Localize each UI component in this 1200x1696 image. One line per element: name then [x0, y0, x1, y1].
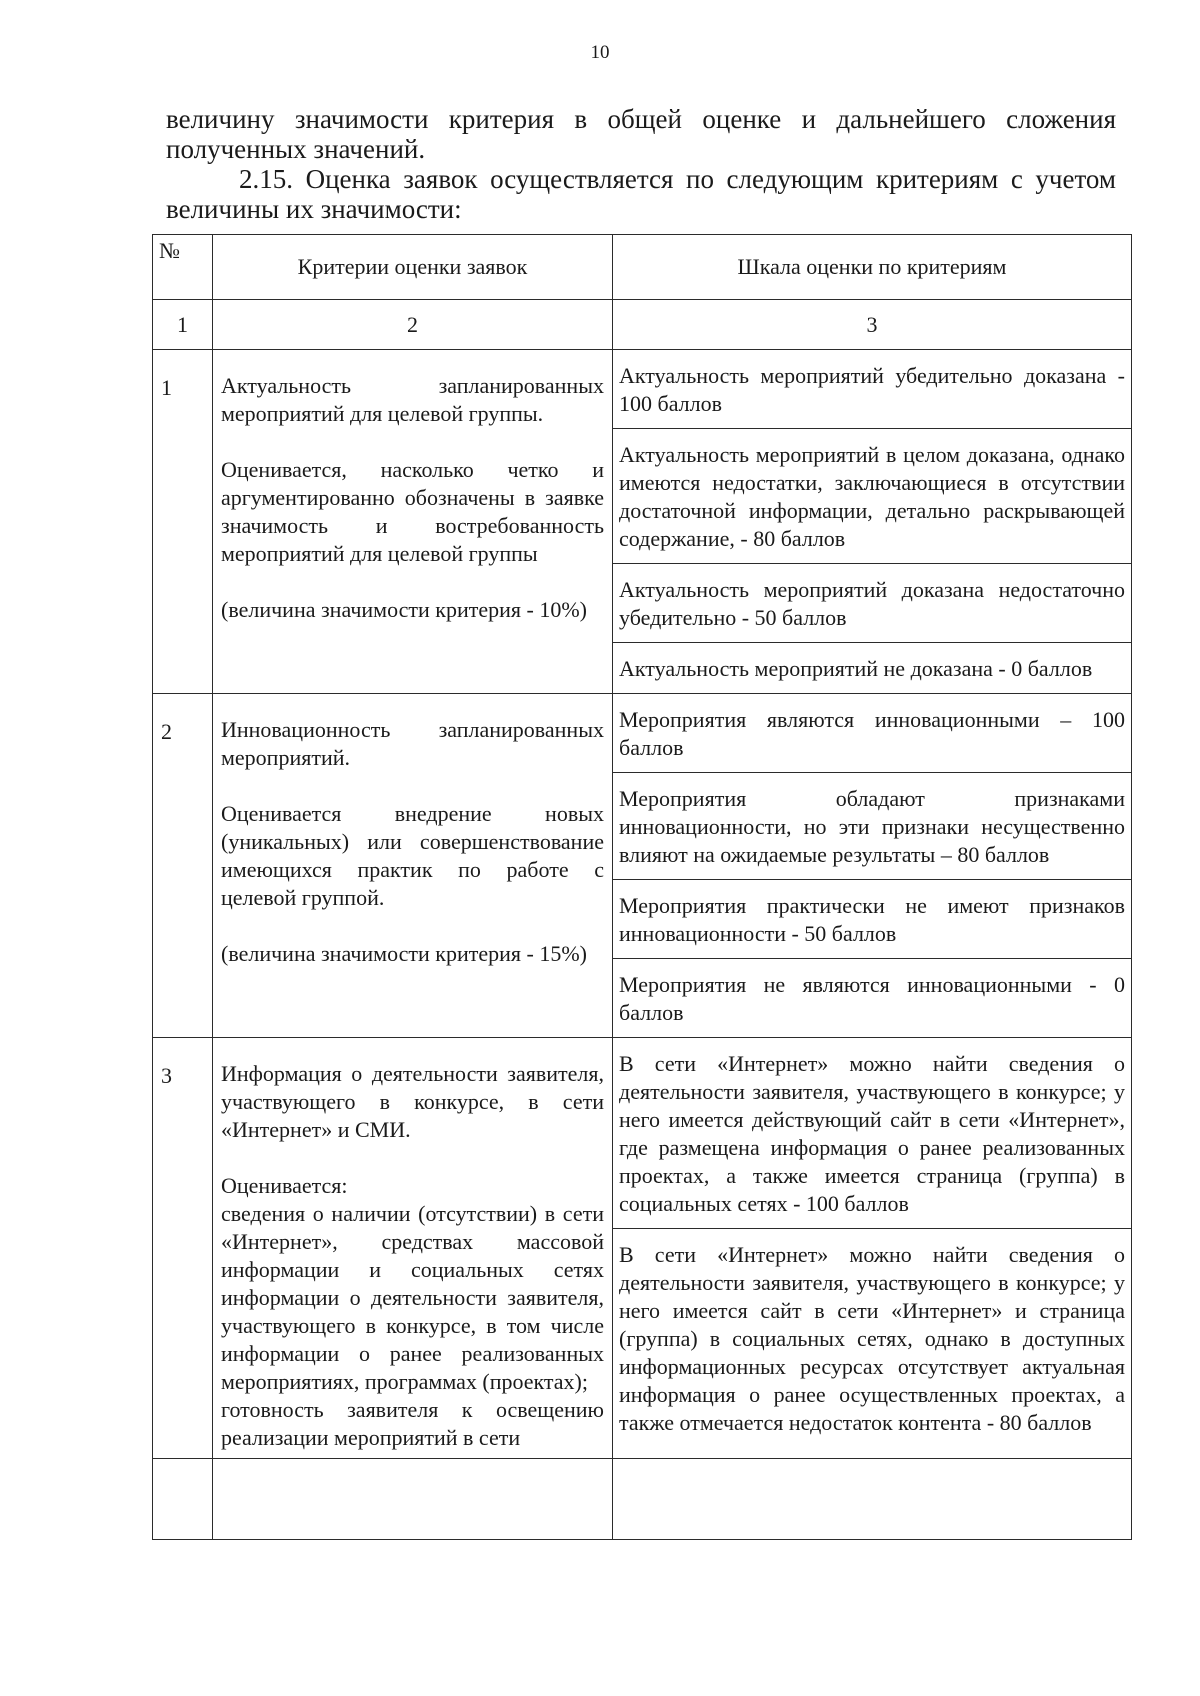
header-criteria: Критерии оценки заявок	[213, 235, 613, 300]
intro-paragraph-2: 2.15. Оценка заявок осуществляется по следующим критериям с учетом величины их значимости:	[166, 164, 1116, 224]
scale-cell	[613, 1038, 1132, 1459]
criterion-description-2: готовность заявителя к освещению реализации мероприятий в сети	[221, 1397, 604, 1450]
scale-cell	[613, 350, 1132, 694]
scale-item: Мероприятия являются инновационными – 100 баллов	[613, 694, 1131, 773]
continuation-cell	[613, 1459, 1132, 1540]
header-scale: Шкала оценки по критериям	[613, 235, 1132, 300]
scale-item: Мероприятия практически не имеют признаков инновационности - 50 баллов	[613, 880, 1131, 959]
criterion-description: Оценивается, насколько четко и аргументированно обозначены в заявке значимость и востребованность мероприятий для целевой группы	[221, 457, 604, 566]
scale-item: Актуальность мероприятий не доказана - 0 баллов	[619, 656, 1093, 681]
table-header-row	[153, 235, 1132, 300]
criterion-title: Инновационность запланированных мероприятий.	[221, 717, 604, 770]
scale-item: Актуальность мероприятий убедительно доказана - 100 баллов	[613, 350, 1131, 429]
table-continuation-row	[153, 1459, 1132, 1540]
row-number: 3	[153, 1038, 213, 1459]
row-number: 1	[153, 350, 213, 694]
criterion-weight: (величина значимости критерия - 15%)	[221, 941, 587, 966]
criterion-description: сведения о наличии (отсутствии) в сети «Интернет», средствах массовой информации и социальных сетях информации о деятельности заявителя, участвующего в конкурсе, в том числе информации о ранее реализованных мероприятиях, программах (проектах);	[221, 1201, 604, 1394]
column-number-3: 3	[613, 300, 1132, 350]
header-number: №	[153, 235, 213, 300]
column-numbers-row	[153, 300, 1132, 350]
intro-paragraph-1: величину значимости критерия в общей оценке и дальнейшего сложения полученных значений.	[166, 104, 1116, 164]
table-row	[153, 694, 1132, 1038]
scale-item: В сети «Интернет» можно найти сведения о деятельности заявителя, участвующего в конкурсе; у него имеется действующий сайт в сети «Интернет», где размещена информация о ранее реализованных проектах, а также имеется страница (группа) в социальных сетях - 100 баллов	[613, 1038, 1131, 1229]
criterion-title: Актуальность запланированных мероприятий для целевой группы.	[221, 373, 604, 426]
table-row	[153, 1038, 1132, 1459]
scale-item: Актуальность мероприятий в целом доказана, однако имеются недостатки, заключающиеся в отсутствии достаточной информации, детально раскрывающей содержание, - 80 баллов	[613, 429, 1131, 564]
continuation-cell	[213, 1459, 613, 1540]
criterion-weight: (величина значимости критерия - 10%)	[221, 597, 587, 622]
scale-item: Актуальность мероприятий доказана недостаточно убедительно - 50 баллов	[613, 564, 1131, 643]
criterion-cell	[213, 1038, 613, 1459]
column-number-1: 1	[153, 300, 213, 350]
criterion-description: Оценивается внедрение новых (уникальных) или совершенствование имеющихся практик по работе с целевой группой.	[221, 801, 604, 910]
criterion-cell	[213, 694, 613, 1038]
scale-item: Мероприятия обладают признаками инновационности, но эти признаки несущественно влияют на ожидаемые результаты – 80 баллов	[613, 773, 1131, 880]
criterion-cell	[213, 350, 613, 694]
criterion-description-label: Оценивается:	[221, 1173, 348, 1198]
scale-item: В сети «Интернет» можно найти сведения о деятельности заявителя, участвующего в конкурсе; у него имеется сайт в сети «Интернет» и страница (группа) в социальных сетях, однако в доступных информационных ресурсах отсутствует актуальная информация о ранее осуществленных проектах, а также отмечается недостаток контента - 80 баллов	[619, 1242, 1125, 1435]
row-number: 2	[153, 694, 213, 1038]
criterion-title: Информация о деятельности заявителя, участвующего в конкурсе, в сети «Интернет» и СМИ.	[221, 1061, 604, 1142]
continuation-cell	[153, 1459, 213, 1540]
scale-cell	[613, 694, 1132, 1038]
intro-text	[166, 104, 1116, 224]
column-number-2: 2	[213, 300, 613, 350]
page-number: 10	[590, 42, 610, 63]
criteria-table	[152, 234, 1132, 1540]
scale-item: Мероприятия не являются инновационными - 0 баллов	[619, 972, 1125, 1025]
table-row	[153, 350, 1132, 694]
